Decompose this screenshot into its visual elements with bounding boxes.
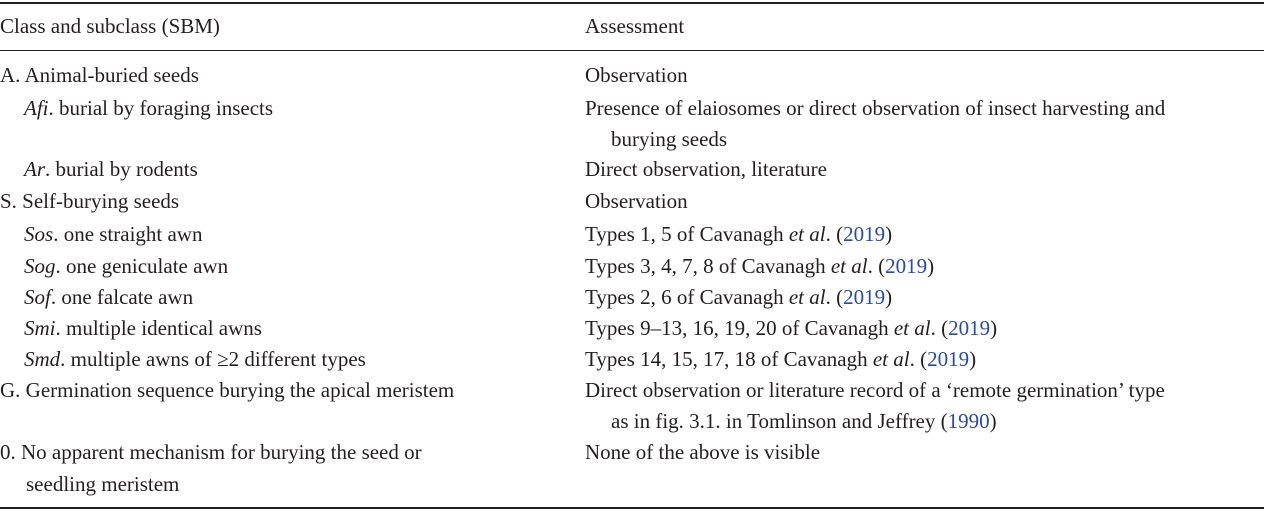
assessment-text: ) <box>927 254 935 278</box>
class-code: Ar <box>24 157 45 181</box>
class-code: Smd <box>24 347 61 371</box>
class-code: Sof <box>24 285 51 309</box>
assessment-text: Types 14, 15, 17, 18 of Cavanagh <box>585 347 873 371</box>
class-ar <box>24 155 198 184</box>
bottom-rule <box>0 507 1264 509</box>
class-desc: . burial by foraging insects <box>48 96 274 120</box>
assessment-afi-line2: burying seeds <box>611 127 728 151</box>
assessment-none: None of the above is visible <box>585 440 821 464</box>
class-code: Afi <box>24 96 49 120</box>
assessment-text: . ( <box>825 222 844 246</box>
citation-link[interactable]: 2019 <box>885 254 928 278</box>
assessment-afi-line1: Presence of elaiosomes or direct observation of insect harvesting and <box>585 96 1166 120</box>
assessment-ar: Direct observation, literature <box>585 157 827 181</box>
assessment-text: . ( <box>867 254 886 278</box>
header-assessment: Assessment <box>585 14 685 38</box>
assessment-text: Types 9–13, 16, 19, 20 of Cavanagh <box>585 316 894 340</box>
class-desc: . multiple awns of ≥2 different types <box>60 347 366 371</box>
class-sos <box>24 220 202 249</box>
citation-link[interactable]: 2019 <box>843 222 886 246</box>
assessment-text: . ( <box>909 347 928 371</box>
header-class: Class and subclass (SBM) <box>0 14 220 38</box>
assessment-smd <box>585 345 976 374</box>
class-desc: . one geniculate awn <box>55 254 229 278</box>
citation-link[interactable]: 2019 <box>948 316 991 340</box>
top-rule <box>0 2 1264 4</box>
assessment-smi <box>585 314 997 343</box>
class-sog <box>24 252 228 281</box>
assessment-text: . ( <box>825 285 844 309</box>
et-al: et al <box>830 254 868 278</box>
class-code: Smi <box>24 316 56 340</box>
class-afi <box>24 94 273 123</box>
et-al: et al <box>893 316 931 340</box>
class-smi <box>24 314 262 343</box>
class-self-burying: S. Self-burying seeds <box>0 189 180 213</box>
assessment-text: . ( <box>930 316 949 340</box>
class-smd <box>24 345 366 374</box>
class-none-line2: seedling meristem <box>26 472 180 496</box>
assessment-text: Types 3, 4, 7, 8 of Cavanagh <box>585 254 831 278</box>
citation-link[interactable]: 1990 <box>947 409 990 433</box>
class-none-line1: 0. No apparent mechanism for burying the seed or <box>0 440 422 464</box>
citation-link[interactable]: 2019 <box>927 347 970 371</box>
class-desc: . one straight awn <box>53 222 203 246</box>
class-desc: . burial by rodents <box>45 157 198 181</box>
assessment-text: Types 2, 6 of Cavanagh <box>585 285 789 309</box>
assessment-self-burying: Observation <box>585 189 688 213</box>
class-sof <box>24 283 193 312</box>
class-animal-buried: A. Animal-buried seeds <box>0 63 199 87</box>
assessment-text: ) <box>885 222 893 246</box>
class-germination: G. Germination sequence burying the apical meristem <box>0 378 455 402</box>
assessment-sos <box>585 220 892 249</box>
header-rule <box>0 50 1264 51</box>
assessment-text: ) <box>990 316 998 340</box>
assessment-sog <box>585 252 934 281</box>
et-al: et al <box>872 347 910 371</box>
assessment-text: ) <box>969 347 977 371</box>
assessment-text: as in fig. 3.1. in Tomlinson and Jeffrey ( <box>611 409 948 433</box>
citation-link[interactable]: 2019 <box>843 285 886 309</box>
et-al: et al <box>788 285 826 309</box>
class-code: Sos <box>24 222 54 246</box>
class-desc: . multiple identical awns <box>55 316 262 340</box>
assessment-animal-buried: Observation <box>585 63 688 87</box>
assessment-text: ) <box>885 285 893 309</box>
assessment-text: Types 1, 5 of Cavanagh <box>585 222 789 246</box>
class-code: Sog <box>24 254 56 278</box>
assessment-text: ) <box>989 409 997 433</box>
assessment-sof <box>585 283 892 312</box>
assessment-germination-line2 <box>585 407 997 436</box>
assessment-germination-line1: Direct observation or literature record of a ‘remote germination’ type <box>585 378 1165 402</box>
et-al: et al <box>788 222 826 246</box>
class-desc: . one falcate awn <box>50 285 194 309</box>
